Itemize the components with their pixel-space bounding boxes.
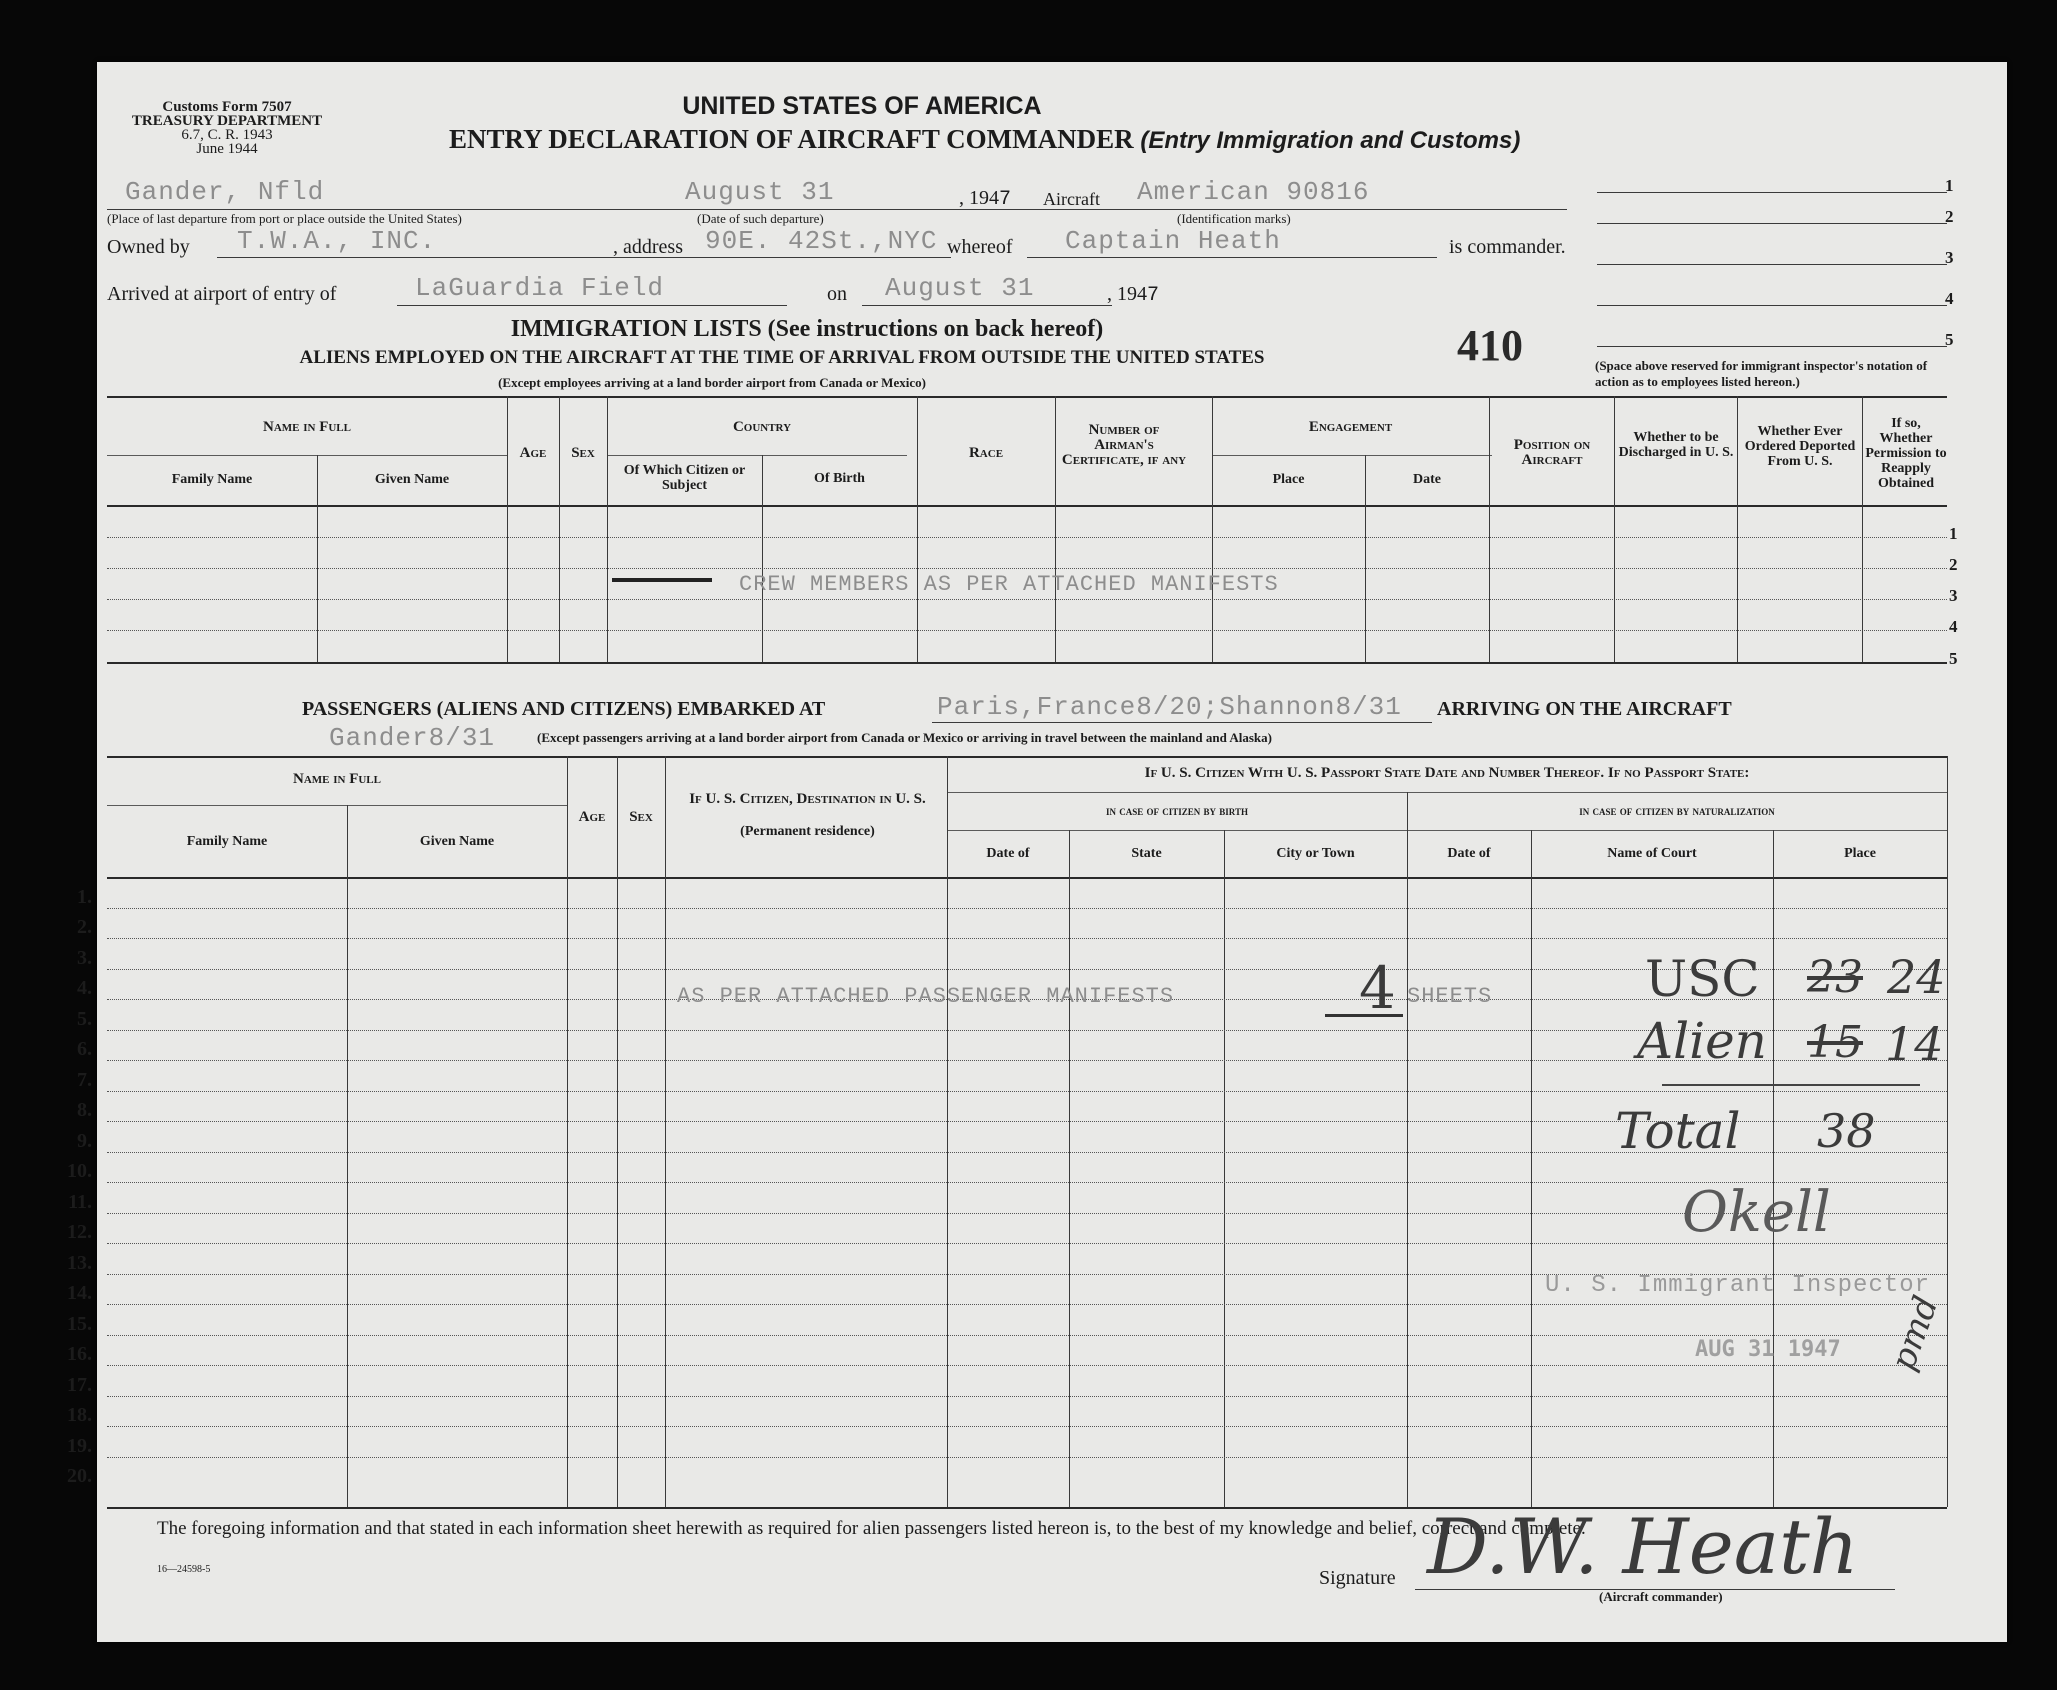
pass-col-divider-4 (665, 756, 666, 1507)
airport-value: LaGuardia Field (415, 273, 665, 303)
pass-col-given: Given Name (419, 834, 495, 849)
departure-date-value: August 31 (685, 177, 835, 207)
departure-year: , 1947 (959, 187, 1012, 211)
pass-col-destination-note: (Permanent residence) (740, 824, 875, 839)
arrived-label: Arrived at airport of entry of (107, 283, 337, 305)
sheets-count: 4 (1359, 954, 1396, 1022)
crew-col-position: Position on Aircraft (1513, 437, 1591, 468)
crew-col-family: Family Name (171, 472, 253, 487)
passenger-row-line (107, 1182, 1947, 1183)
crew-row-num-1: 1 (1949, 524, 1958, 543)
form-number: Customs Form 7507 (162, 99, 292, 115)
arrival-year (1107, 283, 1159, 307)
crew-col-discharged: Whether to be Discharged in U. S. (1618, 430, 1734, 460)
pass-col-court: Name of Court (1607, 846, 1697, 861)
departure-date-caption: (Date of such departure) (697, 211, 824, 226)
notation-line-2 (1597, 223, 1947, 224)
pass-col-divider-7 (1224, 830, 1225, 1507)
crew-row-line-3 (107, 599, 1947, 600)
owned-by-label: Owned by (107, 236, 190, 258)
pass-col-state: State (1131, 846, 1162, 861)
pass-col-city: City or Town (1276, 846, 1355, 861)
passenger-row-line (107, 1213, 1947, 1214)
pass-col-divider-1 (347, 805, 348, 1507)
crew-col-name: Name in Full (262, 419, 351, 435)
crew-col-deported: Whether Ever Ordered Deported From U. S. (1744, 424, 1856, 469)
crew-sub-line-country (607, 455, 907, 456)
usc-label: USC (1645, 950, 1760, 1008)
embarked-line (932, 722, 1432, 723)
passenger-row-line (107, 908, 1947, 909)
reserved-note: (Space above reserved for immigrant inspector's notation of action as to employees listed hereon.) (1595, 358, 1928, 389)
crew-row-line-1 (107, 537, 1947, 538)
form-date: June 1944 (196, 141, 258, 157)
commander-value: Captain Heath (1065, 226, 1281, 256)
passenger-row-number: 13. (67, 1251, 92, 1274)
crew-entry-mark (612, 578, 712, 582)
crew-row-line-4 (107, 630, 1947, 631)
crew-col-divider-2 (507, 396, 508, 662)
passenger-entry: AS PER ATTACHED PASSENGER MANIFESTS (677, 984, 1175, 1009)
form-title-sub: (Entry Immigration and Customs) (1140, 127, 1521, 154)
crew-col-divider-6 (917, 396, 918, 662)
pass-col-divider-8 (1407, 792, 1408, 1507)
departure-place-caption: (Place of last departure from port or place outside the United States) (107, 211, 462, 226)
crew-col-divider-13 (1862, 396, 1863, 662)
department: TREASURY DEPARTMENT (131, 113, 323, 129)
tally-line (1662, 1084, 1920, 1086)
passenger-row-number: 3. (77, 946, 92, 969)
notation-num-3: 3 (1945, 248, 1954, 267)
airport-line (397, 305, 787, 306)
departure-place-value: Gander, Nfld (125, 177, 325, 207)
inspector-title: U. S. Immigrant Inspector (1545, 1272, 1931, 1299)
crew-col-divider-7 (1055, 396, 1056, 662)
passengers-title-suffix: ARRIVING ON THE AIRCRAFT (1437, 698, 1732, 720)
aircraft-id-value: American 90816 (1137, 177, 1370, 207)
crew-col-engagement: Engagement (1308, 419, 1393, 435)
pass-table-header-bottom (107, 877, 1947, 879)
crew-col-divider-12 (1737, 396, 1738, 662)
pass-col-divider-5 (947, 756, 948, 1507)
commander-suffix: is commander. (1449, 236, 1566, 258)
crew-col-citizen-of: Of Which Citizen or Subject (623, 463, 746, 493)
crew-col-birth: Of Birth (814, 471, 865, 486)
passenger-row-line (107, 1335, 1947, 1336)
sheets-underline (1325, 1014, 1403, 1017)
crew-col-given: Given Name (374, 472, 450, 487)
notation-num-1: 1 (1945, 176, 1954, 195)
print-code: 16—24598-5 (157, 1564, 211, 1575)
form-id-block (97, 100, 357, 156)
alien-old: 15 (1807, 1017, 1863, 1068)
crew-col-divider-4 (607, 396, 608, 662)
address-line (701, 257, 951, 258)
passenger-row-line (107, 1396, 1947, 1397)
address-value: 90E. 42St.,NYC (705, 226, 938, 256)
crew-col-race: Race (968, 445, 1004, 461)
notation-line-5 (1597, 346, 1947, 347)
usc-old: 23 (1807, 952, 1863, 1003)
passengers-note: (Except passengers arriving at a land border airport from Canada or Mexico or arriving in travel between the mainland and Alaska) (537, 730, 1272, 745)
passenger-row-number: 9. (77, 1129, 92, 1152)
passenger-row-line (107, 1426, 1947, 1427)
pass-col-destination: If U. S. Citizen, Destination in U. S. (689, 791, 926, 807)
crew-row-num-3: 3 (1949, 586, 1958, 605)
pass-col-place: Place (1844, 846, 1876, 861)
notation-line-4 (1597, 305, 1947, 306)
crew-sub-line-engagement (1212, 455, 1492, 456)
crew-col-divider-10 (1489, 396, 1490, 662)
whereof-label: whereof (947, 236, 1013, 258)
crew-col-date: Date (1413, 472, 1441, 487)
passenger-row-number: 18. (67, 1404, 92, 1426)
passengers-title-prefix: PASSENGERS (ALIENS AND CITIZENS) EMBARKED AT (302, 698, 826, 720)
passenger-row-line (107, 1365, 1947, 1366)
notation-line-1 (1597, 192, 1947, 193)
pass-col-by-naturalization: in case of citizen by naturalization (1579, 803, 1775, 818)
passenger-row-number: 5. (77, 1007, 92, 1030)
crew-sub-line-name (107, 455, 507, 456)
signature-caption: (Aircraft commander) (1599, 1589, 1723, 1604)
embarked-at-value-2: Gander8/31 (329, 723, 496, 753)
arrival-year-digit: 7 (1147, 284, 1160, 307)
arrival-date-value: August 31 (885, 273, 1035, 303)
passenger-row-line (107, 1091, 1947, 1092)
pass-col-passport: If U. S. Citizen With U. S. Passport State Date and Number Thereof. If no Passport State: (1144, 765, 1750, 781)
crew-col-place: Place (1272, 472, 1305, 487)
pass-col-divider-11 (1947, 756, 1948, 1507)
inspector-signature: Okell (1682, 1180, 1831, 1245)
crew-table-bottom (107, 662, 1947, 664)
crew-col-divider-8 (1212, 396, 1213, 662)
crew-table-top (107, 396, 1947, 398)
passenger-row-number: 6. (77, 1038, 92, 1060)
passenger-row-number: 8. (77, 1099, 92, 1121)
usc-new: 24 (1887, 950, 1946, 1004)
on-label: on (827, 283, 847, 305)
crew-entry: CREW MEMBERS AS PER ATTACHED MANIFESTS (739, 572, 1279, 597)
aircraft-label: Aircraft (1043, 189, 1100, 209)
pass-col-divider-2 (567, 756, 568, 1507)
commander-line (1027, 257, 1437, 258)
passenger-row-number: 15. (67, 1312, 92, 1335)
passenger-row-number: 19. (67, 1434, 92, 1457)
passenger-row-number: 10. (67, 1160, 92, 1182)
pass-col-date-of: Date of (986, 846, 1030, 861)
departure-year-prefix: 194 (969, 187, 999, 209)
immigration-title: IMMIGRATION LISTS (See instructions on back hereof) (510, 316, 1104, 342)
pass-col-age: Age (578, 809, 606, 825)
signature-label: Signature (1319, 1567, 1396, 1589)
passengers-title (302, 698, 825, 721)
address-label: , address (613, 236, 683, 258)
aircraft-id-caption: (Identification marks) (1177, 211, 1291, 226)
country-title: UNITED STATES OF AMERICA (682, 92, 1042, 120)
passenger-row-number: 11. (68, 1190, 92, 1213)
date-stamp: AUG 31 1947 (1695, 1337, 1841, 1362)
pass-col-family: Family Name (186, 834, 268, 849)
regulation: 6.7, C. R. 1943 (181, 127, 273, 143)
sheets-word: SHEETS (1407, 984, 1493, 1009)
pass-col-divider-10 (1773, 830, 1774, 1507)
passenger-row-number: 20. (67, 1465, 92, 1487)
passenger-row-number: 2. (77, 916, 92, 938)
pass-col-divider-3 (617, 756, 618, 1507)
certification-text: The foregoing information and that stated in each information sheet herewith as required for alien passengers listed hereon is, to the best of my knowledge and belief, correct and complete. (157, 1518, 1586, 1539)
form-page (67, 62, 2007, 1642)
crew-row-line-2 (107, 568, 1947, 569)
crew-col-divider-3 (559, 396, 560, 662)
passenger-row-number: 1. (77, 885, 92, 908)
alien-label: Alien (1637, 1012, 1767, 1070)
pass-col-name: Name in Full (292, 771, 381, 787)
notation-num-4: 4 (1945, 289, 1954, 308)
crew-col-country: Country (732, 419, 792, 435)
notation-line-3 (1597, 264, 1947, 265)
crew-col-divider-5 (762, 455, 763, 662)
passenger-row-number: 7. (77, 1068, 92, 1091)
notation-num-2: 2 (1945, 207, 1954, 226)
pass-sub-line-passport (947, 792, 1947, 793)
pass-sub-line-name (107, 805, 567, 806)
departure-year-digit: 7 (999, 188, 1012, 211)
crew-row-num-5: 5 (1949, 649, 1958, 668)
passenger-row-line (107, 1243, 1947, 1244)
embarked-at-value: Paris,France8/20;Shannon8/31 (937, 692, 1402, 722)
notation-num-5: 5 (1945, 330, 1954, 349)
crew-col-sex: Sex (571, 445, 595, 461)
passenger-row-number: 14. (67, 1282, 92, 1304)
pass-col-divider-9 (1531, 830, 1532, 1507)
total-value: 38 (1817, 1104, 1876, 1158)
passenger-row-number: 16. (67, 1343, 92, 1365)
arrival-year-prefix: , 194 (1107, 283, 1147, 305)
form-title-main: ENTRY DECLARATION OF AIRCRAFT COMMANDER (449, 124, 1134, 154)
crew-table-header-bottom (107, 505, 1947, 507)
pass-col-date-of-2: Date of (1447, 846, 1491, 861)
margin-note: pmd (1883, 1290, 1947, 1376)
owner-value: T.W.A., INC. (237, 226, 437, 256)
pass-col-sex: Sex (629, 809, 653, 825)
crew-row-num-4: 4 (1949, 617, 1958, 636)
pass-col-by-birth: in case of citizen by birth (1106, 803, 1248, 818)
pass-col-divider-6 (1069, 830, 1070, 1507)
stamp-number: 410 (1457, 321, 1523, 370)
crew-row-num-2: 2 (1949, 555, 1958, 574)
pass-table-top (107, 756, 1947, 758)
immigration-note: (Except employees arriving at a land border airport from Canada or Mexico) (498, 375, 926, 390)
header-line-1 (107, 209, 1567, 210)
crew-col-age: Age (519, 445, 547, 461)
passenger-row-line (107, 1457, 1947, 1458)
commander-signature: D.W. Heath (1427, 1502, 1859, 1591)
arrival-date-line (862, 305, 1112, 306)
crew-col-permission: If so, Whether Permission to Reapply Obtained (1865, 416, 1947, 491)
passenger-row-line (107, 1304, 1947, 1305)
crew-col-airman: Number of Airman's Certificate, if any (1061, 422, 1187, 468)
passenger-row-number: 12. (67, 1221, 92, 1243)
crew-col-divider-11 (1614, 396, 1615, 662)
form-title (449, 124, 1520, 155)
immigration-subtitle: ALIENS EMPLOYED ON THE AIRCRAFT AT THE TIME OF ARRIVAL FROM OUTSIDE THE UNITED STATES (299, 347, 1265, 368)
passenger-row-line (107, 938, 1947, 939)
pass-sub-line-citizenship (947, 830, 1947, 831)
passenger-row-number: 4. (77, 977, 92, 999)
alien-new: 14 (1885, 1017, 1944, 1071)
total-label: Total (1615, 1102, 1741, 1160)
passenger-row-number: 17. (67, 1373, 92, 1396)
